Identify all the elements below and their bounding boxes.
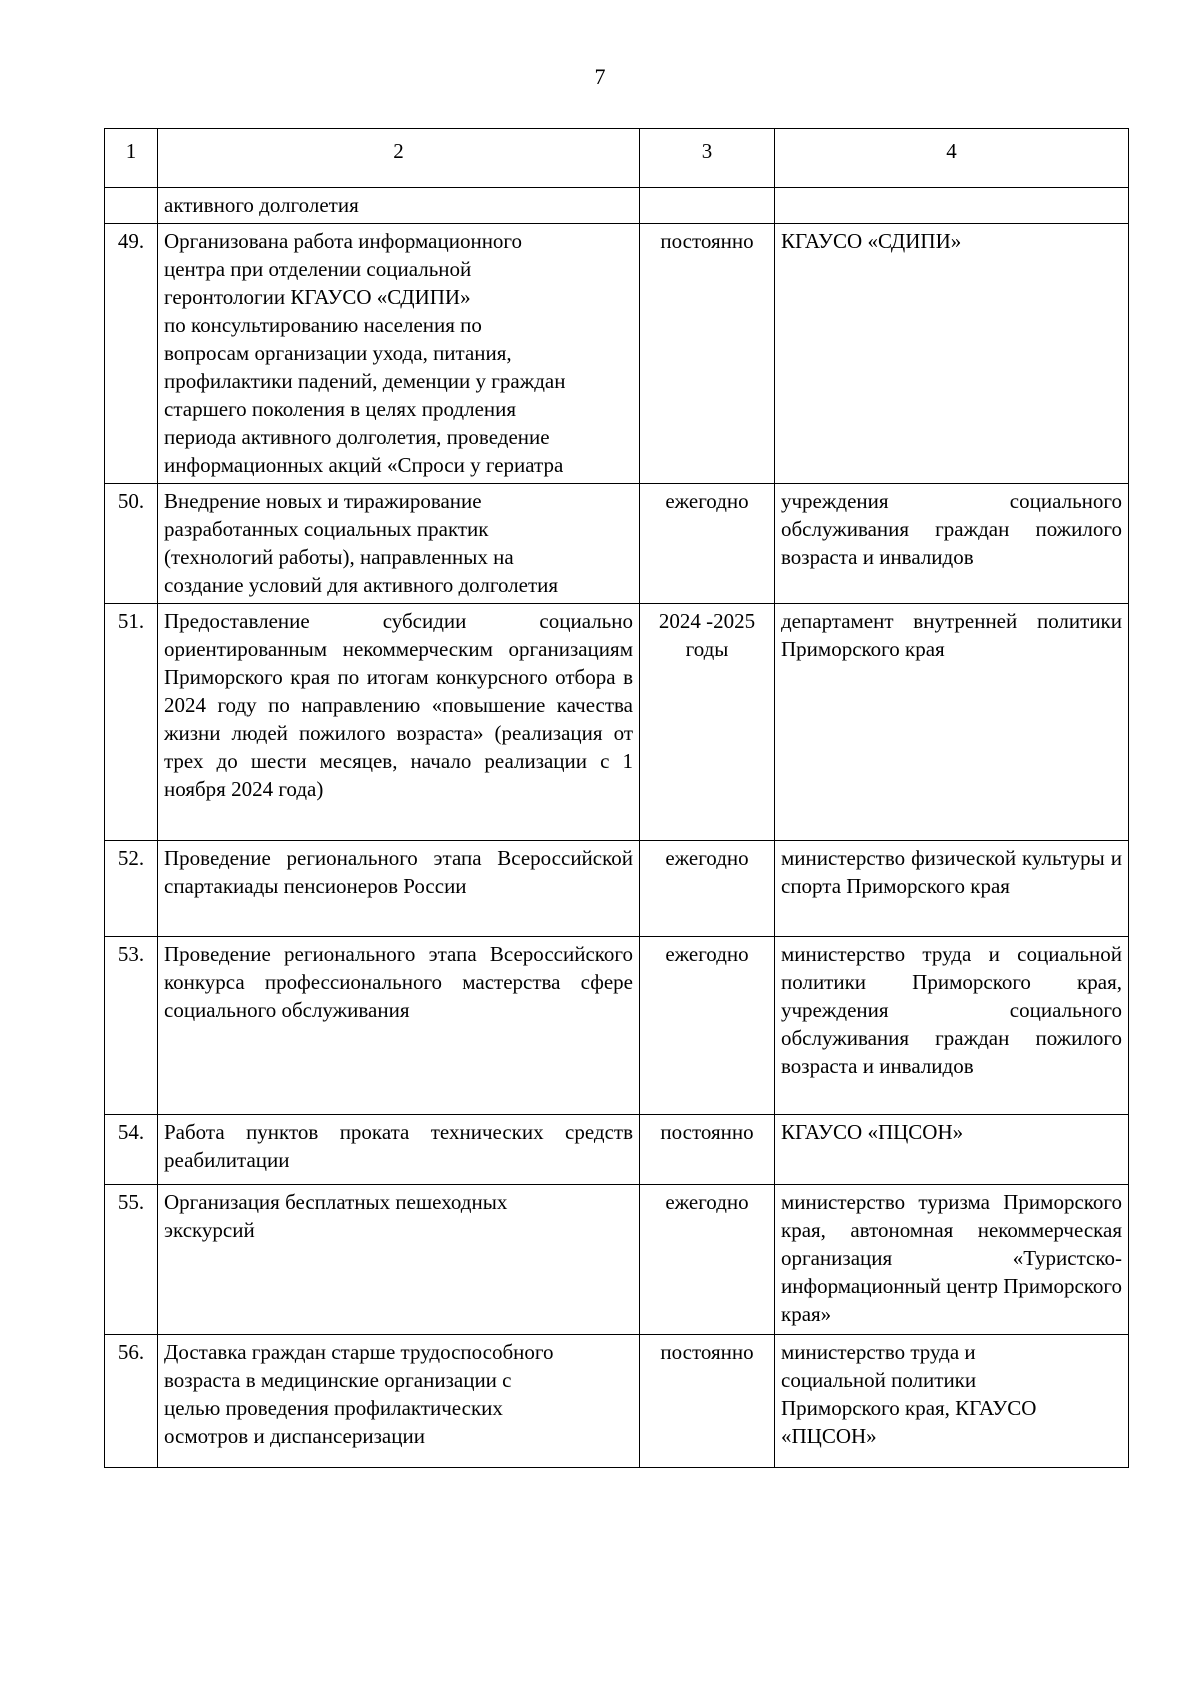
row-number: 56. [105, 1335, 158, 1468]
responsible-text: департамент внутренней политики Приморского края [775, 604, 1129, 841]
responsible-text: министерство туризма Приморского края, автономная некоммерческая организация «Туристско-информационный центр Приморского края» [775, 1185, 1129, 1335]
measure-text: Доставка граждан старше трудоспособного возраста в медицинские организации с целью проведения профилактических осмотров и диспансеризации [158, 1335, 640, 1468]
row-number: 49. [105, 224, 158, 484]
row-number: 50. [105, 484, 158, 604]
term-text [640, 188, 775, 224]
column-header-number: 1 [105, 129, 158, 188]
row-number: 53. [105, 937, 158, 1115]
responsible-text: учреждения социального обслуживания граждан пожилого возраста и инвалидов [775, 484, 1129, 604]
responsible-text: министерство физической культуры и спорта Приморского края [775, 841, 1129, 937]
term-text: постоянно [640, 224, 775, 484]
table-row [105, 604, 1129, 841]
term-text: 2024 -2025 годы [640, 604, 775, 841]
row-number: 55. [105, 1185, 158, 1335]
column-header-measure: 2 [158, 129, 640, 188]
measure-text: Организована работа информационного центра при отделении социальной геронтологии КГАУСО «СДИПИ» по консультированию населения по вопросам организации ухода, питания, профилактики падений, деменции у граждан старшего поколения в целях продления периода активного долголетия, проведение информационных акций «Спроси у гериатра [158, 224, 640, 484]
term-text: ежегодно [640, 841, 775, 937]
measures-table [104, 128, 1129, 1468]
responsible-text: КГАУСО «ПЦСОН» [775, 1115, 1129, 1185]
table-header-row [105, 129, 1129, 188]
term-text: ежегодно [640, 937, 775, 1115]
table-row [105, 937, 1129, 1115]
page-number: 7 [594, 64, 606, 89]
term-text: постоянно [640, 1335, 775, 1468]
table-row [105, 841, 1129, 937]
row-number: 54. [105, 1115, 158, 1185]
table-row [105, 1115, 1129, 1185]
measure-text: Работа пунктов проката технических средств реабилитации [158, 1115, 640, 1185]
responsible-text: министерство труда и социальной политики Приморского края, учреждения социального обслуживания граждан пожилого возраста и инвалидов [775, 937, 1129, 1115]
measure-text: Предоставление субсидии социально ориентированным некоммерческим организациям Приморского края по итогам конкурсного отбора в 2024 году по направлению «повышение качества жизни людей пожилого возраста» (реализация от трех до шести месяцев, начало реализации с 1 ноября 2024 года) [158, 604, 640, 841]
term-text: ежегодно [640, 1185, 775, 1335]
table-row [105, 224, 1129, 484]
term-text: ежегодно [640, 484, 775, 604]
table-row [105, 1335, 1129, 1468]
measure-text: активного долголетия [158, 188, 640, 224]
row-number [105, 188, 158, 224]
table-row [105, 484, 1129, 604]
table-row [105, 1185, 1129, 1335]
column-header-responsible: 4 [775, 129, 1129, 188]
table-row [105, 188, 1129, 224]
measure-text: Организация бесплатных пешеходных экскурсий [158, 1185, 640, 1335]
responsible-text: КГАУСО «СДИПИ» [775, 224, 1129, 484]
responsible-text: министерство труда и социальной политики Приморского края, КГАУСО «ПЦСОН» [775, 1335, 1129, 1468]
column-header-term: 3 [640, 129, 775, 188]
measure-text: Внедрение новых и тиражирование разработанных социальных практик (технологий работы), направленных на создание условий для активного долголетия [158, 484, 640, 604]
responsible-text [775, 188, 1129, 224]
row-number: 51. [105, 604, 158, 841]
measure-text: Проведение регионального этапа Всероссийской спартакиады пенсионеров России [158, 841, 640, 937]
term-text: постоянно [640, 1115, 775, 1185]
measure-text: Проведение регионального этапа Всероссийского конкурса профессионального мастерства сфере социального обслуживания [158, 937, 640, 1115]
row-number: 52. [105, 841, 158, 937]
